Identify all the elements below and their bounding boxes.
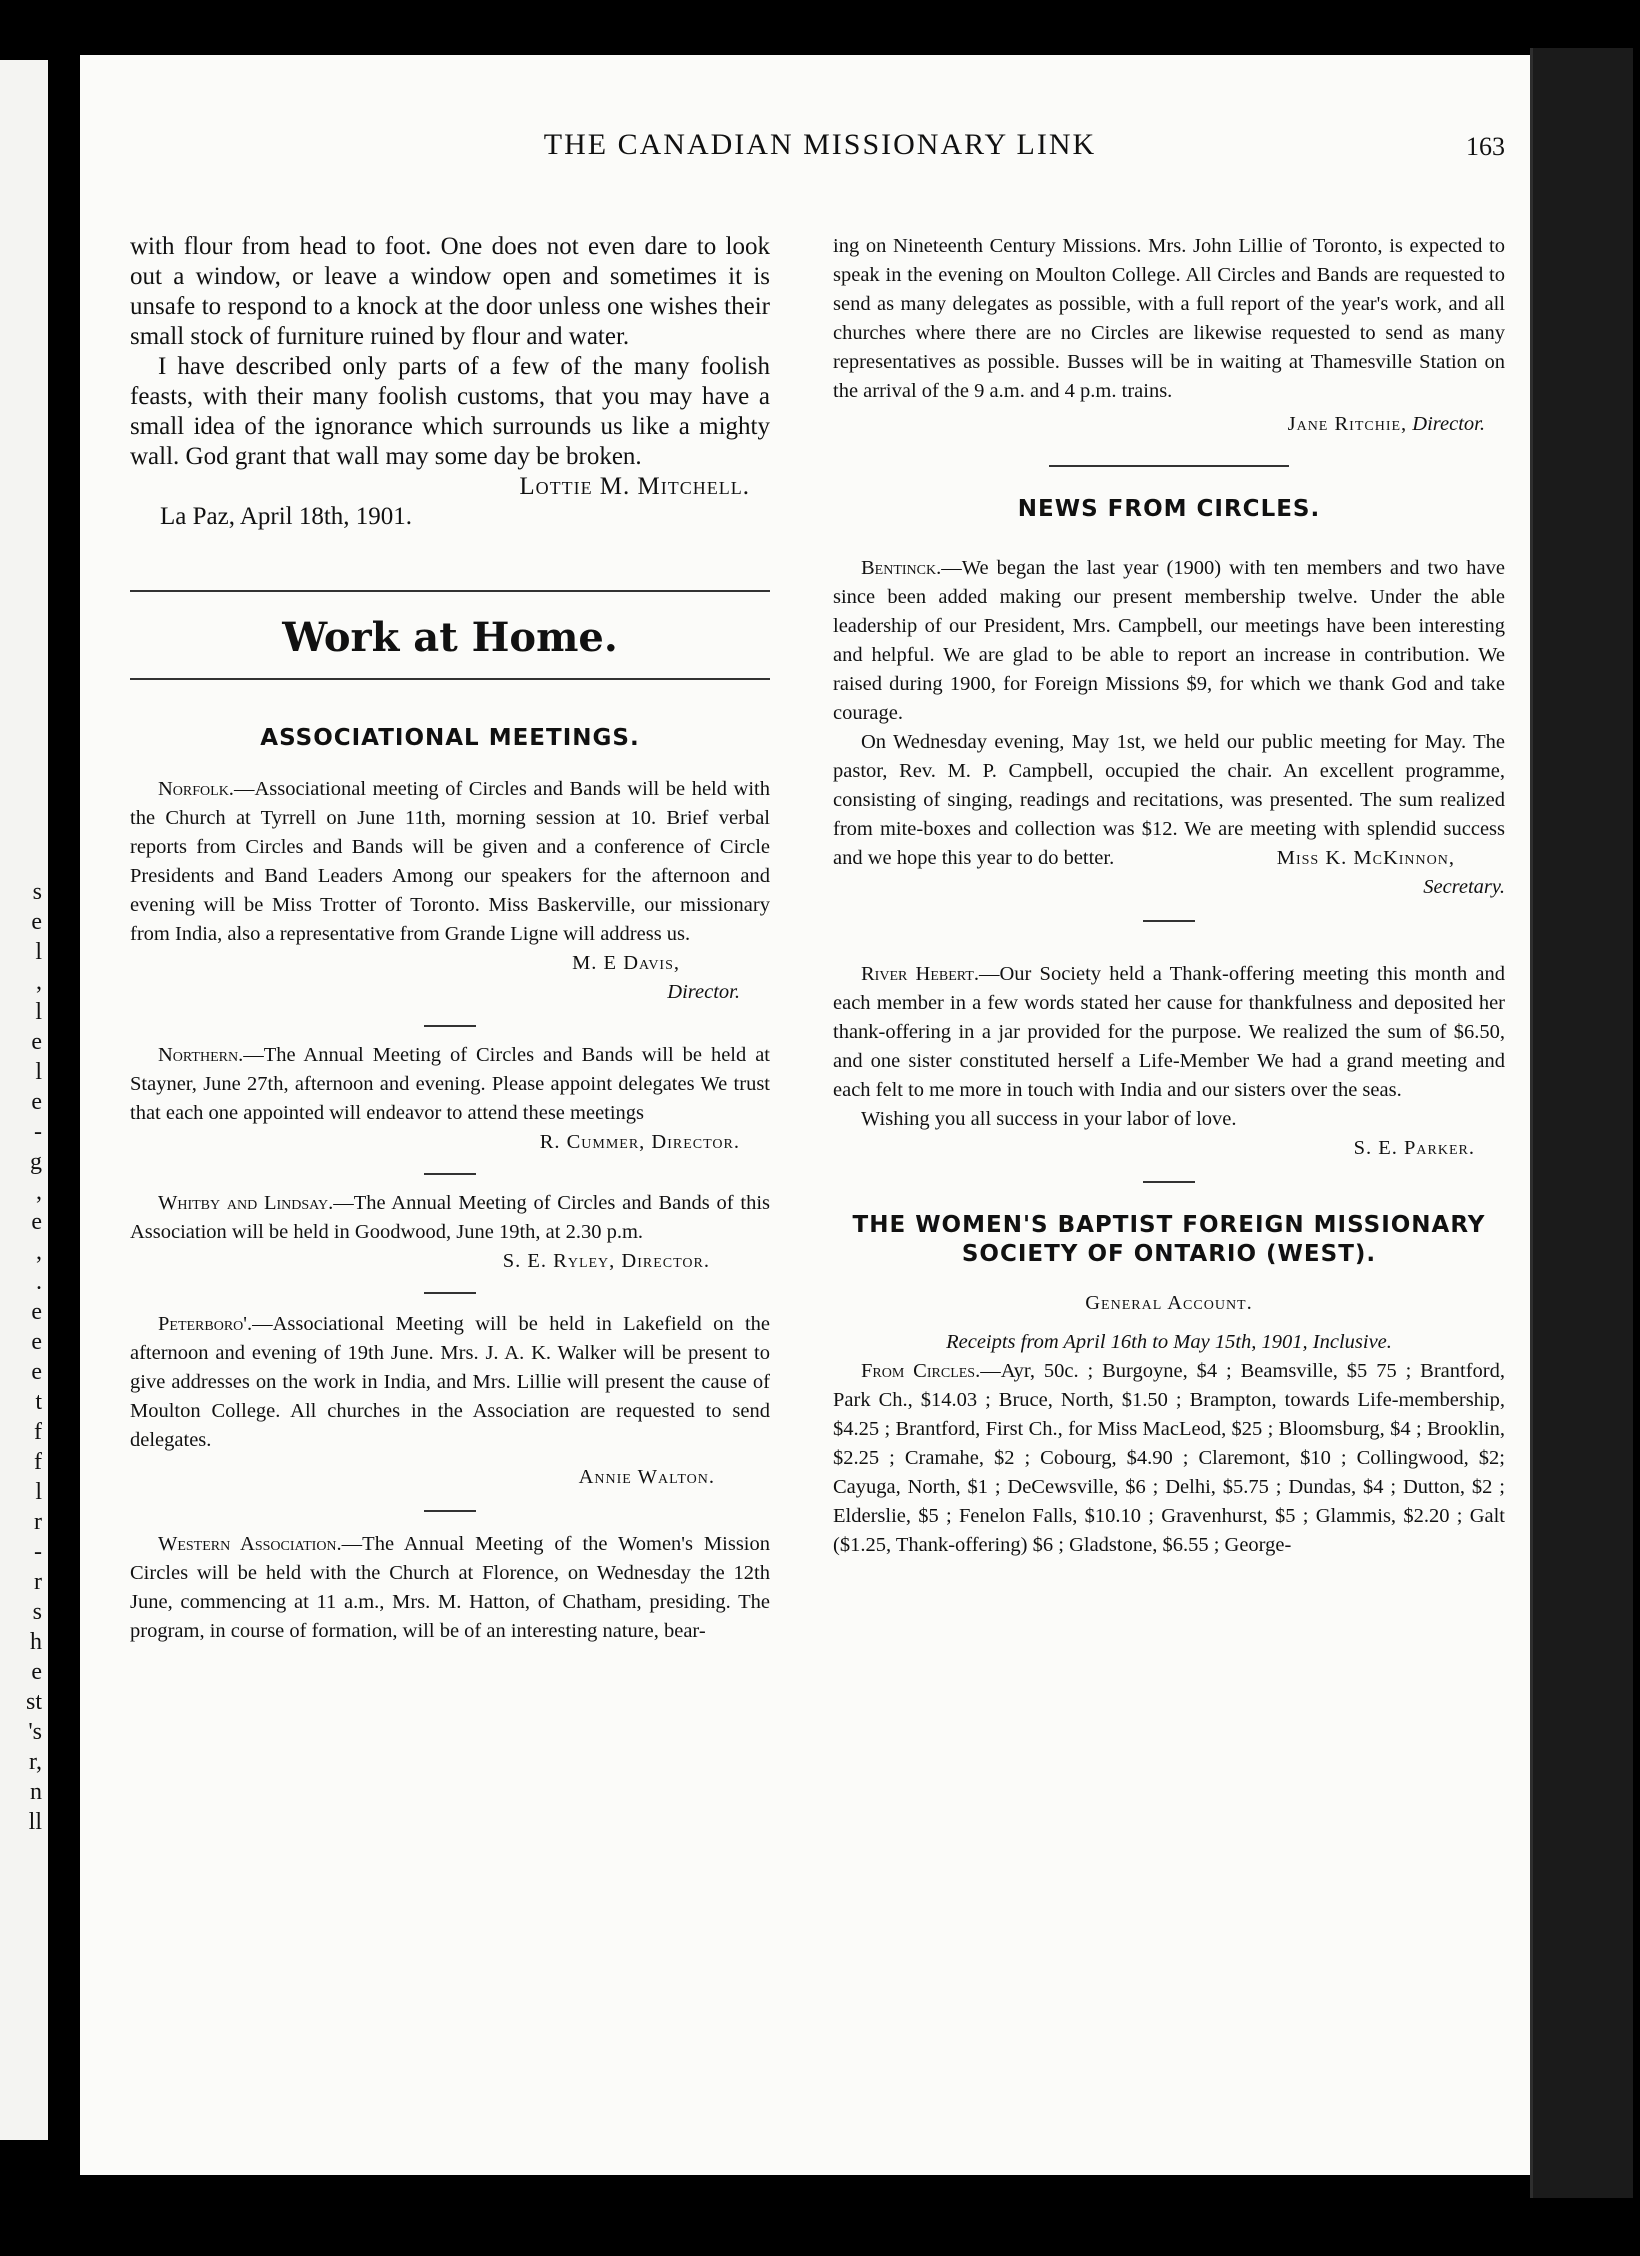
notice-text: —The Annual Meeting of Circles and Bands will be held at Stayner, June 27th, afternoon and evening. Please appoint delegates We trust that each one appointed will endeavor to attend these meetings	[130, 1044, 770, 1124]
notice-text: —Associational Meeting will be held in Lakefield on the afternoon and evening of 19th June. Mrs. J. A. K. Walker will be present to give addresses on the work in India, and Mrs. Lillie will present the cause of Moulton College. All churches in the Association are requested to send delegates.	[130, 1313, 770, 1451]
section-title: Work at Home.	[282, 614, 618, 661]
society-heading: SOCIETY OF ONTARIO (WEST).	[961, 1241, 1377, 1267]
signature-title: Secretary.	[1423, 876, 1505, 898]
facing-page-edge	[0, 60, 48, 2140]
notice-lede: Western Association.	[158, 1533, 342, 1555]
notice	[130, 1530, 770, 1646]
facing-page-fragment: ,	[36, 1179, 42, 1205]
notice-signature: M. E Davis,	[572, 952, 680, 974]
page-number: 163	[1466, 132, 1505, 161]
paragraph: On Wednesday evening, May 1st, we held our public meeting for May. The pastor, Rev. M. P. Campbell, occupied the chair. An excellent programme, consisting of singing, readings and recitations, was presented. The sum realized from mite-boxes and collection was $12. We are meeting with splendid success and we hope this year to do better.	[833, 731, 1505, 869]
signature-name: Jane Ritchie,	[1287, 413, 1408, 435]
facing-page-fragment: f	[34, 1419, 42, 1445]
facing-page-fragment: r,	[28, 1749, 42, 1775]
news-text: —We began the last year (1900) with ten members and two have since been added making our present membership twelve. Under the able leadership of our President, Mrs. Campbell, our meetings have been interesting and helpful. We are glad to be able to report an increase in contribution. We raised during 1900, for Foreign Missions $9, for which we thank God and take courage.	[833, 557, 1505, 724]
facing-page-fragment: ,	[36, 969, 42, 995]
section-heading: ASSOCIATIONAL MEETINGS.	[260, 725, 640, 751]
dateline: La Paz, April 18th, 1901.	[160, 503, 413, 530]
facing-page-fragment: e	[31, 1359, 42, 1385]
notice-text: —The Annual Meeting of the Women's Mission Circles will be held with the Church at Florence, on Wednesday the 12th June, commencing at 11 a.m., Mrs. M. Hatton, of Chatham, presiding. The program, in course of formation, will be of an interesting nature, bear-	[130, 1533, 771, 1642]
facing-page-fragment: -	[34, 1539, 42, 1565]
facing-page-fragment: t	[35, 1389, 42, 1415]
left-column	[130, 232, 770, 1646]
notice-text: —The Annual Meeting of Circles and Bands of this Association will be held in Goodwood, June 19th, at 2.30 p.m.	[130, 1192, 770, 1243]
signature: S. E. Parker.	[1353, 1137, 1475, 1159]
paragraph: I have described only parts of a few of the many foolish feasts, with their many foolish customs, that you may have a small idea of the ignorance which surrounds us like a mighty wall. God grant that wall may some day be broken.	[130, 353, 770, 470]
facing-page-fragment: e	[31, 1329, 42, 1355]
facing-page-fragment: e	[31, 1089, 42, 1115]
facing-page-fragment: l	[35, 999, 42, 1025]
receipts-line: Receipts from April 16th to May 15th, 1901, Inclusive.	[946, 1331, 1392, 1353]
notice	[130, 1041, 770, 1128]
facing-page-fragment: e	[31, 1299, 42, 1325]
signature: Lottie M. Mitchell.	[519, 473, 750, 500]
paragraph: ing on Nineteenth Century Missions. Mrs. John Lillie of Toronto, is expected to speak in the evening on Moulton College. All Circles and Bands are requested to send as many delegates as possible, with a full report of the year's work, and all churches where there are no Circles are likewise requested to send as many representatives as possible. Busses will be in waiting at Thamesville Station on the arrival of the 9 a.m. and 4 p.m. trains.	[833, 235, 1505, 402]
book-edge	[1530, 48, 1633, 2198]
facing-page-fragment: l	[35, 939, 42, 965]
notice-lede: Peterboro'.	[158, 1313, 253, 1335]
page-header	[0, 128, 1640, 172]
facing-page-fragment: s	[32, 879, 42, 905]
facing-page-fragment: e	[31, 1659, 42, 1685]
facing-page-fragment: l	[35, 1479, 42, 1505]
facing-page-fragment: e	[31, 909, 42, 935]
paragraph: with flour from head to foot. One does not even dare to look out a window, or leave a window open and sometimes it is unsafe to respond to a knock at the door unless one wishes their small stock of furniture ruined by flour and water.	[130, 233, 770, 350]
notice	[130, 1189, 770, 1247]
notice-lede: Norfolk.	[158, 778, 234, 800]
news-lede: River Hebert.	[861, 963, 979, 985]
facing-page-fragment: e	[31, 1029, 42, 1055]
paragraph: Wishing you all success in your labor of love.	[861, 1108, 1237, 1130]
news-item	[833, 554, 1505, 728]
facing-page-fragment: .	[36, 1269, 42, 1295]
notice-signature: Annie Walton.	[578, 1466, 715, 1488]
news-lede: Bentinck.	[861, 557, 942, 579]
facing-page-fragment: e	[31, 1209, 42, 1235]
facing-page-fragment: h	[30, 1629, 42, 1655]
section-heading: NEWS FROM CIRCLES.	[1017, 496, 1321, 522]
facing-page-fragment: n	[30, 1779, 42, 1805]
facing-page-fragment: 's	[28, 1719, 42, 1745]
notice-signature-title: Director.	[667, 981, 740, 1003]
receipts-lede: From Circles.	[861, 1360, 981, 1382]
facing-page-fragment: s	[32, 1599, 42, 1625]
facing-page-fragment: ll	[28, 1809, 42, 1835]
signature-title: Director.	[1412, 413, 1485, 435]
right-column	[833, 232, 1505, 1560]
facing-page-fragment: -	[34, 1119, 42, 1145]
signature	[833, 410, 1505, 439]
signature: Miss K. McKinnon,	[1276, 847, 1455, 869]
notice-signature: S. E. Ryley, Director.	[502, 1250, 710, 1272]
facing-page-fragment: f	[34, 1449, 42, 1475]
notice	[130, 1310, 770, 1455]
notice-lede: Whitby and Lindsay.	[158, 1192, 334, 1214]
account-heading: General Account.	[1085, 1292, 1253, 1314]
receipts-list	[833, 1357, 1505, 1560]
notice-signature: R. Cummer, Director.	[539, 1131, 740, 1153]
society-heading: THE WOMEN'S BAPTIST FOREIGN MISSIONARY	[852, 1212, 1486, 1238]
receipts-text: —Ayr, 50c. ; Burgoyne, $4 ; Beamsville, $5 75 ; Brantford, Park Ch., $14.03 ; Bruce, North, $1.50 ; Brampton, towards Life-membership, $4.25 ; Brantford, First Ch., for Miss MacLeod, $25 ; Bloomsburg, $4 ; Brooklin, $2.25 ; Cramahe, $2 ; Cobourg, $4.90 ; Claremont, $10 ; Collingwood, $2; Cayuga, North, $1 ; DeCewsville, $6 ; Delhi, $5.75 ; Dundas, $4 ; Dutton, $2 ; Elderslie, $5 ; Fenelon Falls, $10.10 ; Gravenhurst, $5 ; Glammis, $2.20 ; Galt ($1.25, Thank-offering) $6 ; Gladstone, $6.55 ; George-	[833, 1360, 1505, 1556]
notice-text: —Associational meeting of Circles and Bands will be held with the Church at Tyrrell on June 11th, morning session at 10. Brief verbal reports from Circles and Bands will be given and a conference of Circle Presidents and Band Leaders Among our speakers for the afternoon and evening will be Miss Trotter of Toronto. Miss Baskerville, our missionary from India, also a representative from Grande Ligne will address us.	[130, 778, 770, 945]
facing-page-fragment: st	[25, 1689, 42, 1715]
notice-lede: Northern.	[158, 1044, 244, 1066]
facing-page-fragment: r	[34, 1569, 42, 1595]
facing-page-fragment: r	[34, 1509, 42, 1535]
news-item	[833, 960, 1505, 1105]
news-text: —Our Society held a Thank-offering meeting this month and each member in a few words stated her cause for thankfulness and deposited her thank-offering in a jar provided for the purpose. We realized the sum of $6.50, and one sister constituted herself a Life-Member We had a grand meeting and each felt to me more in touch with India and our sisters over the seas.	[833, 963, 1505, 1101]
facing-page-fragment: ,	[36, 1239, 42, 1265]
facing-page-fragment: l	[35, 1059, 42, 1085]
notice	[130, 775, 770, 949]
running-title: THE CANADIAN MISSIONARY LINK	[543, 128, 1097, 161]
facing-page-fragment: g	[30, 1149, 42, 1175]
